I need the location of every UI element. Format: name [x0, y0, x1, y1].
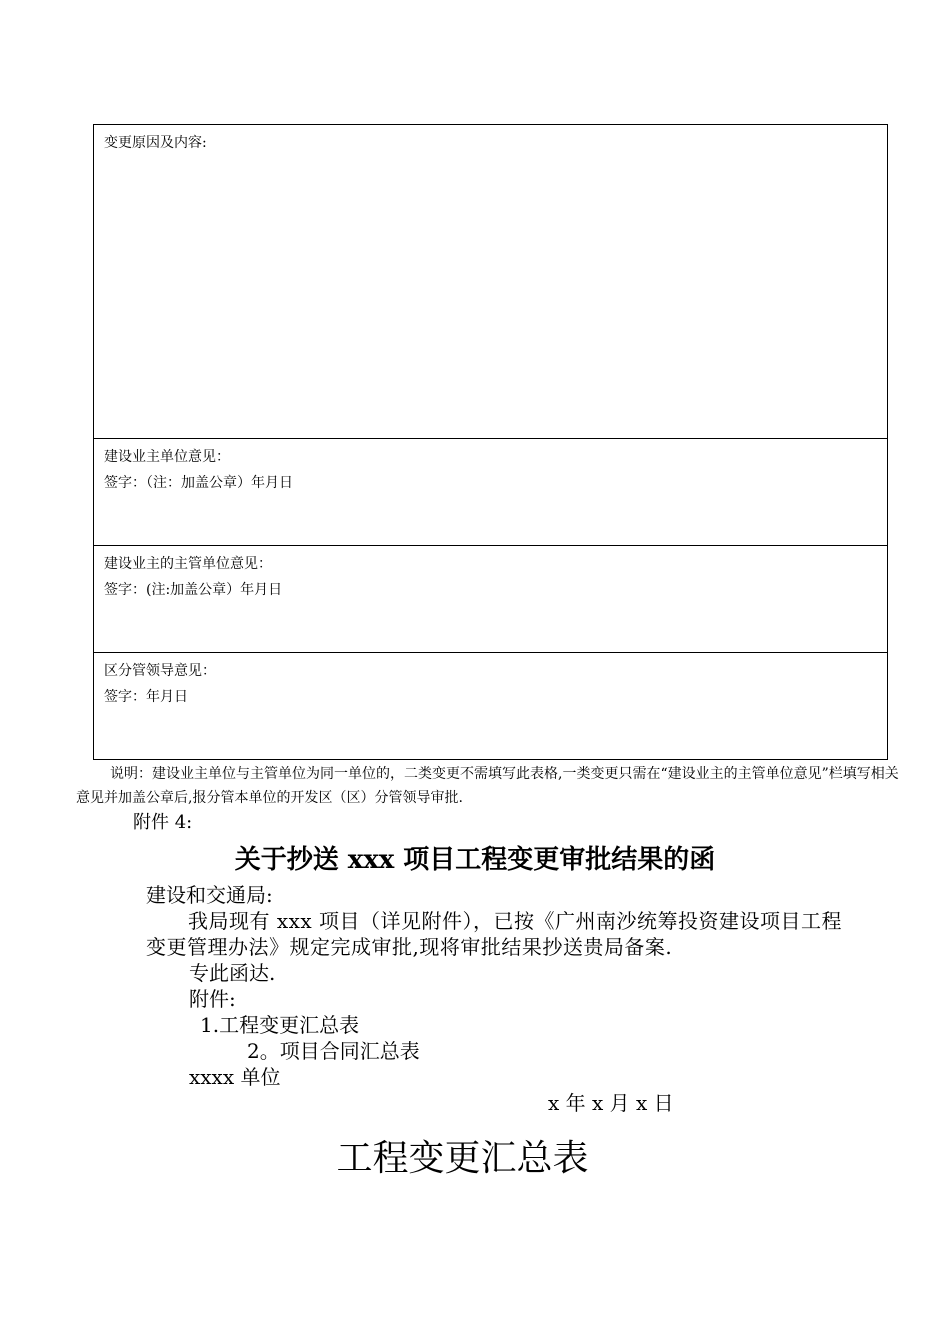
supervisor-signature-line: 签字：(注:加盖公章）年月日	[104, 582, 283, 598]
owner-opinion-cell	[94, 439, 887, 546]
letter-organization: xxxx 单位	[189, 1065, 281, 1089]
letter-attachment-item: 2。项目合同汇总表	[247, 1039, 420, 1063]
supervisor-opinion-label: 建设业主的主管单位意见：	[104, 556, 272, 572]
letter-attachments-heading: 附件:	[189, 987, 236, 1011]
letter-body	[146, 882, 846, 1116]
letter-closing: 专此函达.	[189, 961, 276, 985]
district-leader-opinion-cell	[94, 653, 887, 759]
owner-opinion-label: 建设业主单位意见：	[104, 449, 230, 465]
letter-addressee: 建设和交通局:	[146, 883, 273, 907]
district-opinion-label: 区分管领导意见：	[104, 663, 216, 679]
supervisor-opinion-cell	[94, 546, 887, 653]
attachment-label: 附件 4:	[133, 812, 193, 833]
letter-title: 关于抄送 xxx 项目工程变更审批结果的函	[234, 845, 716, 875]
form-note: 说明：建设业主单位与主管单位为同一单位的，二类变更不需填写此表格,一类变更只需在“建设业主的主管单位意见”栏填写相关意见并加盖公章后,报分管本单位的开发区（区）分管领导审批.	[76, 766, 899, 806]
summary-table-title: 工程变更汇总表	[336, 1138, 589, 1179]
change-reason-label: 变更原因及内容:	[104, 135, 207, 151]
owner-signature-line: 签字：（注：加盖公章）年月日	[104, 475, 293, 491]
change-reason-cell	[94, 125, 887, 439]
district-signature-line: 签字：年月日	[104, 689, 188, 705]
letter-paragraph: 我局现有 xxx 项目（详见附件），已按《广州南沙统筹投资建设项目工程变更管理办法》规定完成审批,现将审批结果抄送贵局备案.	[146, 909, 843, 959]
change-approval-form	[93, 124, 888, 760]
letter-date: x 年 x 月 x 日	[548, 1091, 674, 1115]
letter-attachment-item: 1.工程变更汇总表	[200, 1013, 360, 1037]
